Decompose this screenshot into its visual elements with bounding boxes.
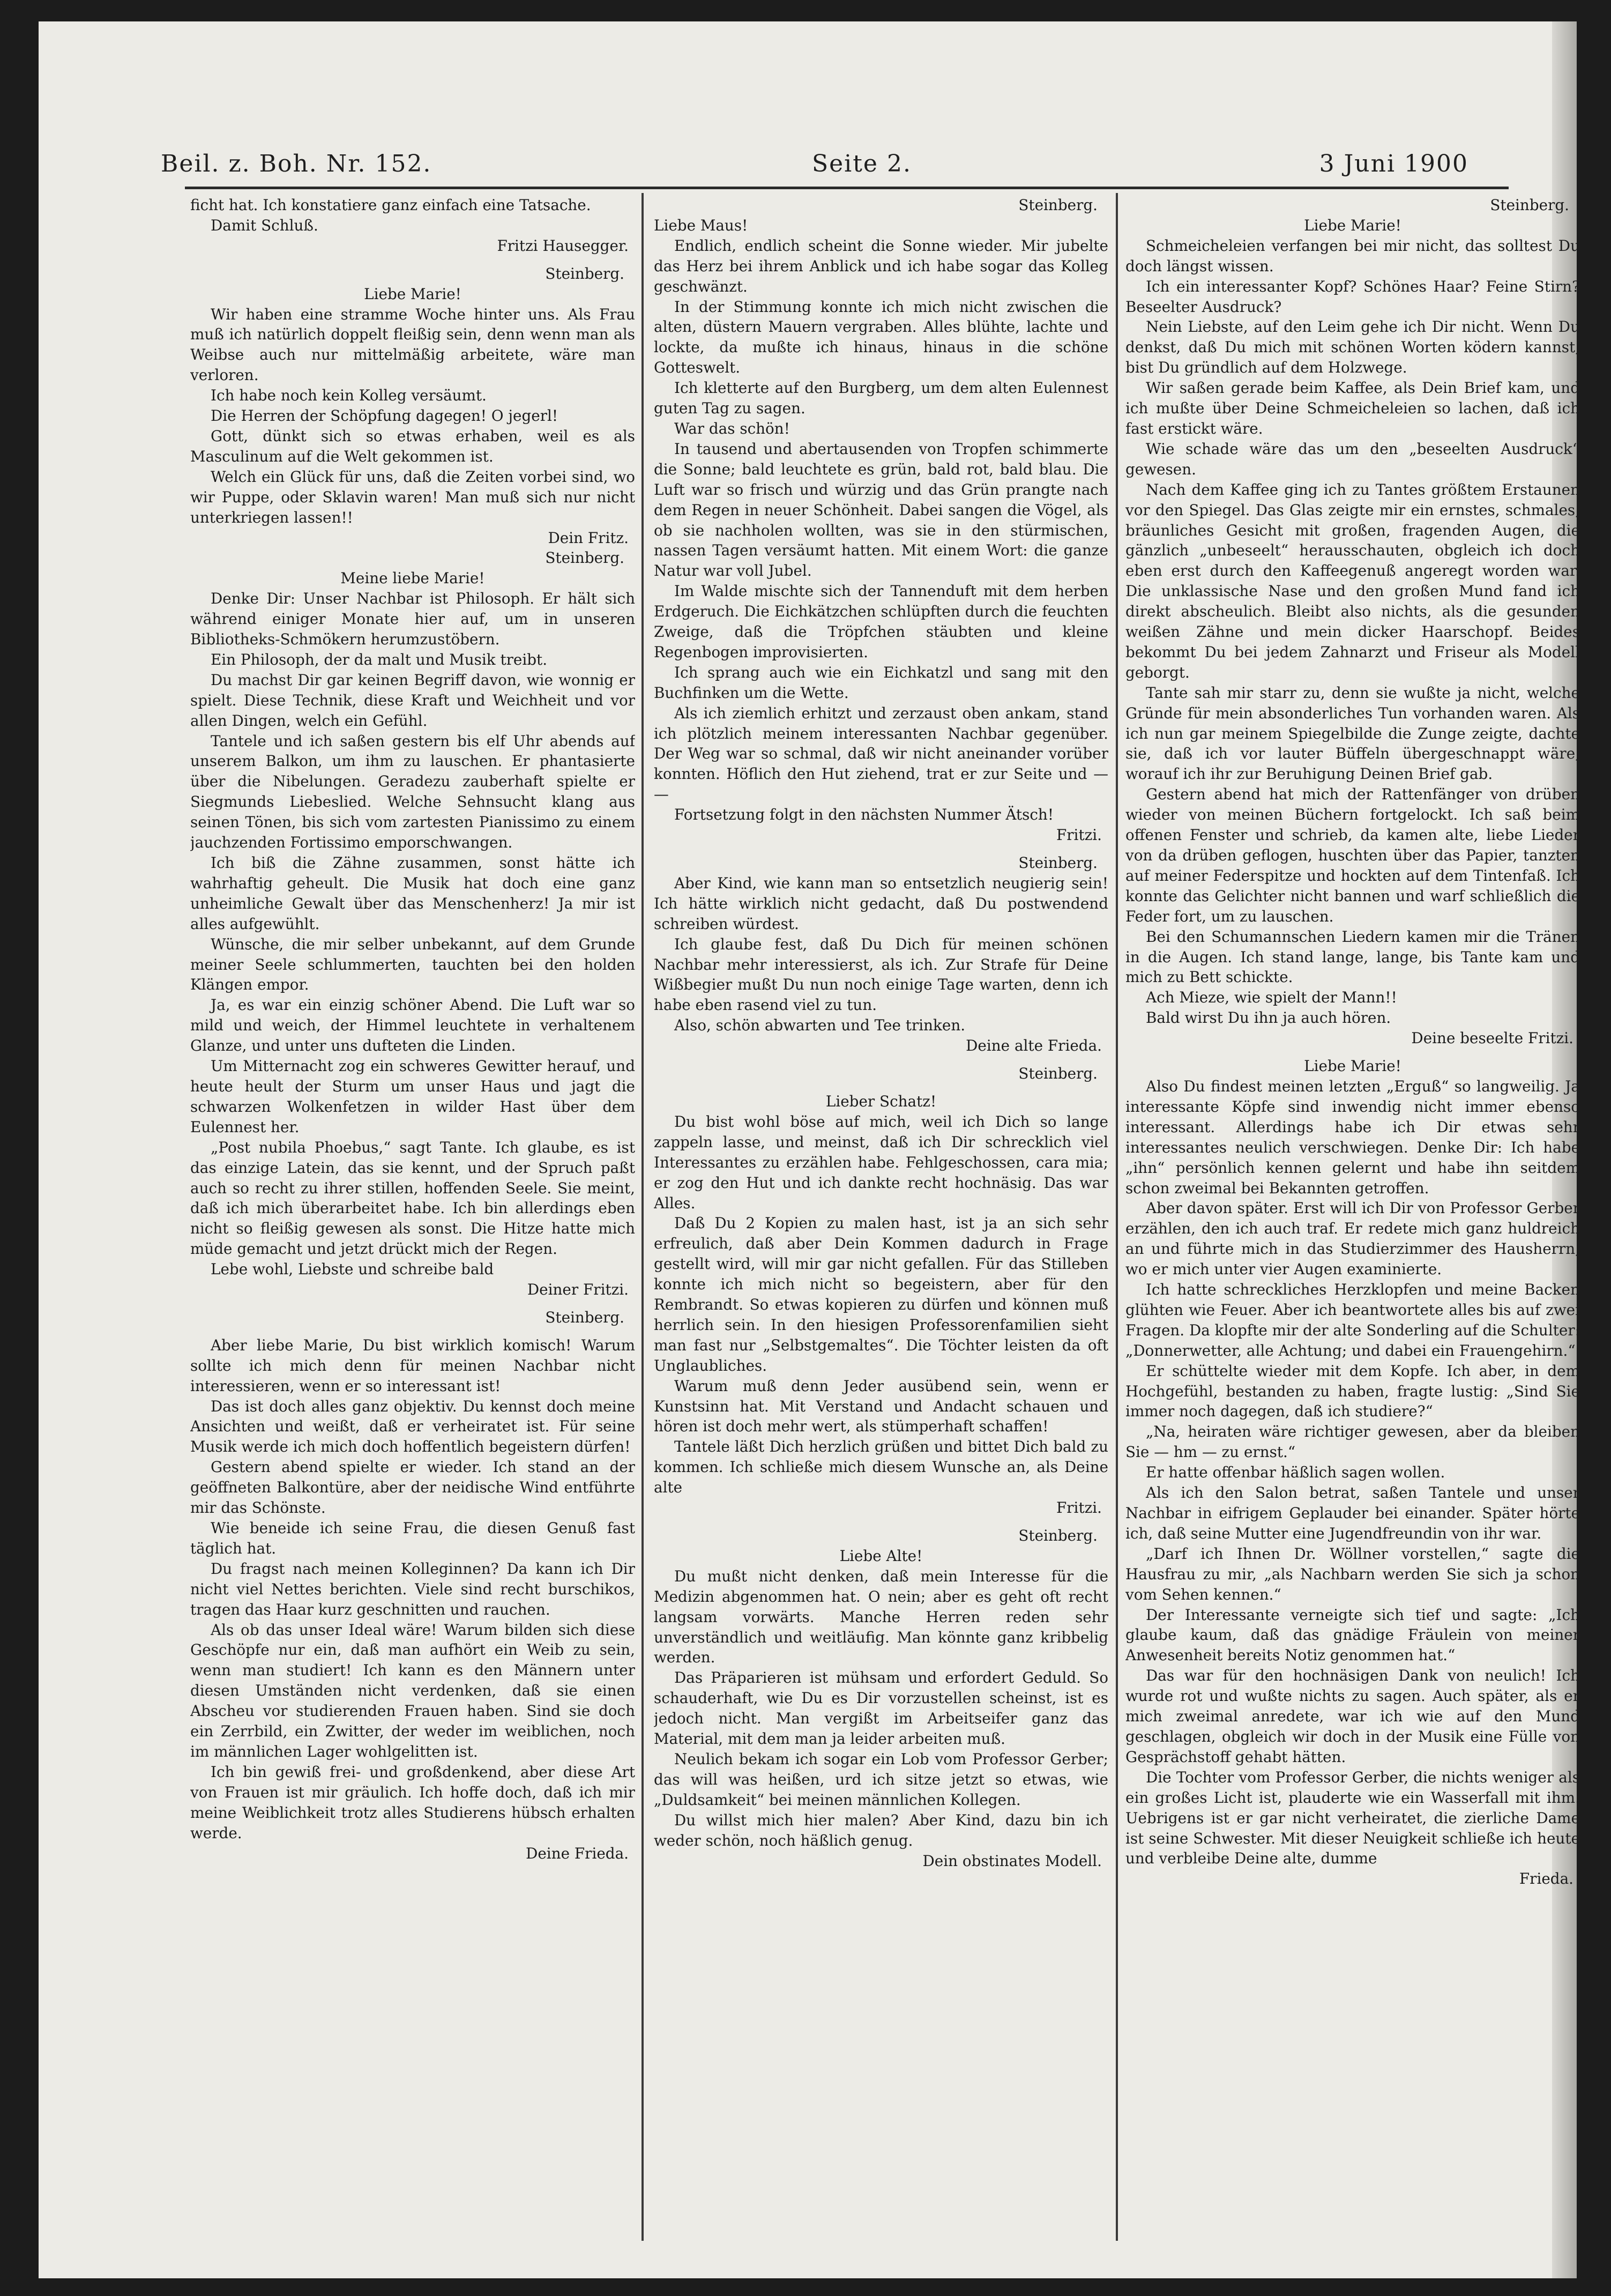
paragraph: Wünsche, die mir selber unbekannt, auf dem Grunde meiner Seele schlummerten, tauchten bei den holden Klängen empor. [190,935,635,994]
paragraph: Aber davon später. Erst will ich Dir von Professor Gerber erzählen, den ich auch traf. Er redete mich ganz huldreich an und führte mich in das Studierzimmer des Hausherrn, wo er mich unter vier Augen examinierte. [1125,1199,1580,1279]
paragraph: Warum muß denn Jeder ausübend sein, wenn er Kunstsinn hat. Mit Verstand und Andacht schauen und hören ist doch mehr wert, als stümperhaft schaffen! [654,1377,1108,1436]
salutation: Liebe Marie! [364,285,461,303]
paragraph: In der Stimmung konnte ich mich nicht zwischen die alten, düstern Mauern vergraben. Alles blühte, lachte und lockte, da mußte ich hinaus, hinaus in die schöne Gotteswelt. [654,298,1108,377]
place-line: Steinberg. [545,549,624,567]
paragraph: Ich bin gewiß frei- und großdenkend, aber diese Art von Frauen ist mir gräulich. Ich hoffe doch, daß ich mir meine Weiblichkeit trotz alles Studierens hübsch erhalten werde. [190,1763,635,1842]
signature: Fritzi. [1056,826,1102,844]
paragraph: Also, schön abwarten und Tee trinken. [674,1016,966,1035]
paragraph: Wie schade wäre das um den „beseelten Ausdruck“ gewesen. [1125,440,1580,478]
paragraph: Denke Dir: Unser Nachbar ist Philosoph. Er hält sich während einiger Monate hier auf, um in unseren Bibliotheks-Schmökern herumzustöbern. [190,590,635,649]
paragraph: Ich kletterte auf den Burgberg, um dem alten Eulennest guten Tag zu sagen. [654,379,1108,418]
paragraph: Er schüttelte wieder mit dem Kopfe. Ich aber, in dem Hochgefühl, bestanden zu haben, fragte lustig: „Sind Sie immer noch dagegen, daß ich studiere?“ [1125,1362,1580,1421]
paragraph: Du willst mich hier malen? Aber Kind, dazu bin ich weder schön, noch häßlich genug. [654,1811,1108,1849]
paragraph: Ich hatte schreckliches Herzklopfen und meine Backen glühten wie Feuer. Aber ich beantwortete alles bis auf zwei Fragen. Da klopfte mir der alte Sonderling auf die Schulter: „Donnerwetter, alle Achtung; und dabei ein Frauengehirn.“ [1125,1281,1580,1359]
column-divider-2 [1116,193,1118,2241]
column-2 [654,195,1108,2254]
spacer [654,1056,1108,1064]
spacer [654,1518,1108,1526]
paragraph: Wir haben eine stramme Woche hinter uns. Als Frau muß ich natürlich doppelt fleißig sein, denn wenn man als Weibse auch nur mittelmäßig arbeitete, wäre man verloren. [190,305,635,384]
column-1 [190,195,635,2254]
paragraph: Im Walde mischte sich der Tannenduft mit dem herben Erdgeruch. Die Eichkätzchen schlüpften durch die feuchten Zweige, daß die Tröpfchen stäubten und kleine Regenbogen improvisierten. [654,582,1108,661]
salutation: Lieber Schatz! [825,1092,937,1110]
paragraph: Die Herren der Schöpfung dagegen! O jegerl! [211,407,558,425]
paragraph: Damit Schluß. [211,216,318,234]
paragraph: Tantele und ich saßen gestern bis elf Uhr abends auf unserem Balkon, um ihm zu lauschen. Er phantasierte über die Nibelungen. Geradezu zauberhaft spielte er Siegmunds Liebeslied. Welche Sehnsucht klang aus seinen Tönen, bis sich vom zartesten Pianissimo zu einem jauchzenden Fortissimo emporschwangen. [190,732,635,852]
paragraph: Das ist doch alles ganz objektiv. Du kennst doch meine Ansichten und weißt, daß er verheiratet ist. Für seine Musik werde ich mich doch hoffentlich begeistern dürfen! [190,1397,635,1456]
place-line: Steinberg. [545,1308,624,1326]
spacer [654,1084,1108,1091]
paragraph: War das schön! [674,419,790,437]
paragraph: Nach dem Kaffee ging ich zu Tantes größtem Erstaunen vor den Spiegel. Das Glas zeigte mir ein ernstes, schmales, bräunliches Gesicht mit großen, fragenden Augen, die gänzlich „unbeseelt“ herausschauten, obgleich ich doch eben erst durch den Kaffeegenuß angeregt worden war. Die unklassische Nase und den großen Mund fand ich direkt abscheulich. Bleibt also nichts, als die gesunden weißen Zähne und mein dicker Haarschopf. Beides bekommt Du bei jedem Zahnarzt und Friseur als Modell geborgt. [1125,480,1580,681]
paragraph: Der Interessante verneigte sich tief und sagte: „Ich glaube kaum, daß das gnädige Fräulein von meiner Anwesenheit bereits Notiz genommen hat.“ [1125,1606,1580,1665]
paragraph: Er hatte offenbar häßlich sagen wollen. [1146,1463,1445,1482]
salutation: Meine liebe Marie! [340,569,485,588]
paragraph: Bald wirst Du ihn ja auch hören. [1146,1009,1391,1027]
paragraph: Bei den Schumannschen Liedern kamen mir die Tränen in die Augen. Ich stand lange, lange, bis Tante kam und mich zu Bett schickte. [1125,927,1580,986]
paragraph: Nein Liebste, auf den Leim gehe ich Dir nicht. Wenn Du denkst, daß Du mich mit schönen Worten ködern kannst, bist Du gründlich auf dem Holzwege. [1125,318,1580,377]
spacer [1125,1049,1580,1056]
signature: Deine Frieda. [526,1844,629,1862]
signature: Fritzi. [1056,1499,1102,1517]
paragraph: Endlich, endlich scheint die Sonne wieder. Mir jubelte das Herz bei ihrem Anblick und ich habe sogar das Kolleg geschwänzt. [654,236,1108,295]
column-3 [1125,195,1580,2254]
signature: Dein obstinates Modell. [922,1852,1102,1870]
paragraph: Du fragst nach meinen Kolleginnen? Da kann ich Dir nicht viel Nettes berichten. Viele sind recht burschikos, tragen das Haar kurz geschnitten und rauchen. [190,1559,635,1618]
paragraph: Schmeicheleien verfangen bei mir nicht, das solltest Du doch längst wissen. [1125,236,1580,275]
header-page-number: Seite 2. [812,150,912,177]
page-header [161,140,1468,190]
paragraph: Wie beneide ich seine Frau, die diesen Genuß fast täglich hat. [190,1519,635,1557]
paragraph: Als ich ziemlich erhitzt und zerzaust oben ankam, stand ich plötzlich meinem interessanten Nachbar gegenüber. Der Weg war so schmal, daß wir nicht aneinander vorüber konnten. Höflich den Hut ziehend, trat er zur Seite und — — [654,704,1108,804]
paragraph: Ja, es war ein einzig schöner Abend. Die Luft war so mild und weich, der Himmel leuchtete in verhaltenem Glanze, und unter uns dufteten die Linden. [190,996,635,1055]
paragraph: Als ich den Salon betrat, saßen Tantele und unser Nachbar in eifrigem Geplauder bei einander. Später hörte ich, daß seine Mutter eine Jugendfreundin von ihr war. [1125,1484,1580,1542]
signature: Deine beseelte Fritzi. [1411,1029,1573,1047]
paragraph: Als ob das unser Ideal wäre! Warum bilden sich diese Geschöpfe nur ein, daß man aufhört ein Weib zu sein, wenn man studiert! Ich kann es den Männern unter diesen Umständen nicht verdenken, daß sie einen Abscheu vor studierenden Frauen haben. Sind sie doch ein Zerrbild, ein Zwitter, der weder im weiblichen, noch im männlichen Lager wohlgelitten ist. [190,1621,635,1760]
paragraph: Ach Mieze, wie spielt der Mann!! [1146,989,1397,1007]
paragraph: Du mußt nicht denken, daß mein Interesse für die Medizin abgenommen hat. O nein; aber es geht oft recht langsam vorwärts. Manche Herren reden sehr unverständlich und weitläufig. Man könnte ganz kribbelig werden. [654,1567,1108,1667]
place-line: Steinberg. [545,264,624,283]
spacer [654,845,1108,853]
column-divider-1 [642,193,644,2241]
paragraph: Liebe Maus! [654,216,748,234]
salutation: Liebe Marie! [1304,216,1401,234]
paragraph: Gestern abend hat mich der Rattenfänger von drüben wieder von meinen Büchern fortgelockt. Ich saß beim offenen Fenster und schrieb, da kamen alte, liebe Lieder von da drüben geflogen, huschten über das Papier, tanzten auf meiner Federspitze und hockten auf dem Tintenfaß. Ich konnte das Gelichter nicht bannen und warf schließlich die Feder fort, um zu lauschen. [1125,785,1580,925]
place-line: Steinberg. [1490,196,1569,214]
salutation: Liebe Alte! [839,1547,923,1565]
paragraph: Ich glaube fest, daß Du Dich für meinen schönen Nachbar mehr interessierst, als ich. Zur Strafe für Deine Wißbegier mußt Du nun noch einige Tage warten, denn ich habe eben rasend viel zu tun. [654,935,1108,1014]
header-rule [185,187,1509,189]
paragraph: Du bist wohl böse auf mich, weil ich Dich so lange zappeln lasse, und meinst, daß ich Dir schrecklich viel Interessantes zu erzählen habe. Fehlgeschossen, cara mia; er zog den Hut und ich dankte recht hochnäsig. Das war Alles. [654,1112,1108,1212]
paragraph: Tantele läßt Dich herzlich grüßen und bittet Dich bald zu kommen. Ich schließe mich diesem Wunsche an, als Deine alte [654,1438,1108,1497]
paragraph: Ich biß die Zähne zusammen, sonst hätte ich wahrhaftig geheult. Die Musik hat doch eine ganz unheimliche Gewalt über das Menschenherz! Ja mir ist alles aufgewühlt. [190,854,635,933]
paragraph: In tausend und abertausenden von Tropfen schimmerte die Sonne; bald leuchtete es grün, bald rot, bald blau. Die Luft war so frisch und würzig und das Grün prangte nach dem Regen in neuer Schönheit. Dabei sangen die Vögel, als ob sie nachholen wollten, was sie in den stürmischen, nassen Tagen versäumt hatten. Mit einem Wort: die ganze Natur war voll Jubel. [654,440,1108,580]
place-line: Steinberg. [1018,854,1098,872]
paragraph: Das war für den hochnäsigen Dank von neulich! Ich wurde rot und wußte nichts zu sagen. Auch später, als er mich zweimal anredete, war ich wie auf den Mund geschlagen, obgleich wir doch in der Musik eine Fülle von Gesprächstoff gehabt hätten. [1125,1667,1580,1766]
paragraph: Daß Du 2 Kopien zu malen hast, ist ja an sich sehr erfreulich, daß aber Dein Kommen dadurch in Frage gestellt wird, will mir gar nicht gefallen. Für das Stilleben konnte ich mich nicht so begeistern, aber für den Rembrandt. So etwas kopieren zu dürfen und können muß herrlich sein. In den hiesigen Professorenfamilien sieht man fast nur „Selbstgemaltes“. Die Töchter leisten da oft Unglaubliches. [654,1214,1108,1374]
paragraph: Gestern abend spielte er wieder. Ich stand an der geöffneten Balkontüre, aber der neidische Wind entführte mir das Schönste. [190,1458,635,1517]
signature: Deine alte Frieda. [966,1037,1102,1055]
signature: Frieda. [1519,1870,1573,1888]
paragraph: Fortsetzung folgt in den nächsten Nummer Ätsch! [674,806,1054,824]
spacer [190,1328,635,1335]
paragraph: Aber liebe Marie, Du bist wirklich komisch! Warum sollte ich mich denn für meinen Nachbar nicht interessieren, wenn er so interessant ist! [190,1336,635,1395]
paragraph: Neulich bekam ich sogar ein Lob vom Professor Gerber; das will was heißen, urd ich sitze jetzt so etwas, wie „Duldsamkeit“ bei meinen männlichen Kollegen. [654,1750,1108,1809]
paragraph: „Darf ich Ihnen Dr. Wöllner vorstellen,“ sagte die Hausfrau zu mir, „als Nachbarn werden Sie sich ja schon vom Sehen kennen.“ [1125,1544,1580,1603]
paragraph: Das Präparieren ist mühsam und erfordert Geduld. So schauderhaft, wie Du es Dir vorzustellen scheinst, ist es jedoch nicht. Man vergißt im Arbeitseifer ganz das Material, mit dem man ja leider arbeiten muß. [654,1669,1108,1748]
paragraph: Die Tochter vom Professor Gerber, die nichts weniger als ein großes Licht ist, plauderte wie ein Wasserfall mit ihm. Uebrigens ist er gar nicht verheiratet, die zierliche Dame ist seine Schwester. Mit dieser Neuigkeit schließe ich heute und verbleibe Deine alte, dumme [1125,1768,1580,1868]
paragraph: „Post nubila Phoebus,“ sagt Tante. Ich glaube, es ist das einzige Latein, das sie kennt, und der Spruch paßt auch so recht zu ihrer stillen, hoffenden Seele. Sie meint, daß ich mich überarbeitet habe. Ich bin allerdings eben nicht so fleißig gewesen als sonst. Die Hitze hatte mich müde gemacht und jetzt drückt mich der Regen. [190,1138,635,1258]
paragraph: Welch ein Glück für uns, daß die Zeiten vorbei sind, wo wir Puppe, oder Sklavin waren! Man muß sich nur nicht unterkriegen lassen!! [190,467,635,526]
paragraph: Ein Philosoph, der da malt und Musik treibt. [211,650,548,668]
paragraph: Ich ein interessanter Kopf? Schönes Haar? Feine Stirn? Beseelter Ausdruck? [1125,277,1580,316]
salutation: Liebe Marie! [1304,1057,1401,1075]
place-line: Steinberg. [1018,1065,1098,1083]
paragraph: Ich sprang auch wie ein Eichkatzl und sang mit den Buchfinken um die Wette. [654,663,1108,702]
signature: Fritzi Hausegger. [497,236,629,255]
paragraph: Um Mitternacht zog ein schweres Gewitter herauf, und heute heult der Sturm um unser Haus und jagt die schwarzen Wolkenfetzen in wilder Hast über dem Eulennest her. [190,1057,635,1136]
spacer [190,1300,635,1307]
paragraph: Ich habe noch kein Kolleg versäumt. [211,387,487,405]
paragraph: Also Du findest meinen letzten „Erguß“ so langweilig. Ja interessante Köpfe sind inwendig nicht immer ebenso interessant. Allerdings habe ich Dir etwas sehr interessantes neulich verschwiegen. Denke Dir: Ich habe „ihn“ persönlich kennen gelernt und habe ihn seitdem schon zweimal bei Bekannten getroffen. [1125,1077,1580,1197]
spacer [190,256,635,264]
paragraph: Tante sah mir starr zu, denn sie wußte ja nicht, welche Gründe für mein absonderliches Tun vorhanden waren. Als ich nun gar meinem Spiegelbilde die Zunge zeigte, dachte sie, daß ich vor lauter Büffeln übergeschnappt wäre, worauf ich ihr zur Beruhigung Deinen Brief gab. [1125,683,1580,783]
paragraph: Du machst Dir gar keinen Begriff davon, wie wonnig er spielt. Diese Technik, diese Kraft und Weichheit und vor allen Dingen, welch ein Gefühl. [190,671,635,730]
paragraph: Gott, dünkt sich so etwas erhaben, weil es als Masculinum auf die Welt gekommen ist. [190,427,635,465]
paragraph: ficht hat. Ich konstatiere ganz einfach eine Tatsache. [190,196,591,214]
paragraph: Wir saßen gerade beim Kaffee, als Dein Brief kam, und ich mußte über Deine Schmeicheleien so lachen, daß ich fast erstickt wäre. [1125,379,1580,437]
place-line: Steinberg. [1018,196,1098,214]
place-line: Steinberg. [1018,1527,1098,1544]
signature: Deiner Fritzi. [527,1281,629,1299]
paragraph: Aber Kind, wie kann man so entsetzlich neugierig sein! Ich hätte wirklich nicht gedacht, daß Du postwendend schreiben würdest. [654,874,1108,933]
header-issue: Beil. z. Boh. Nr. 152. [161,150,432,177]
paragraph: Lebe wohl, Liebste und schreibe bald [211,1260,494,1279]
paragraph: „Na, heiraten wäre richtiger gewesen, aber da bleiben Sie — hm — zu ernst.“ [1125,1423,1580,1461]
signature: Dein Fritz. [548,529,629,547]
header-date: 3 Juni 1900 [1319,150,1468,177]
